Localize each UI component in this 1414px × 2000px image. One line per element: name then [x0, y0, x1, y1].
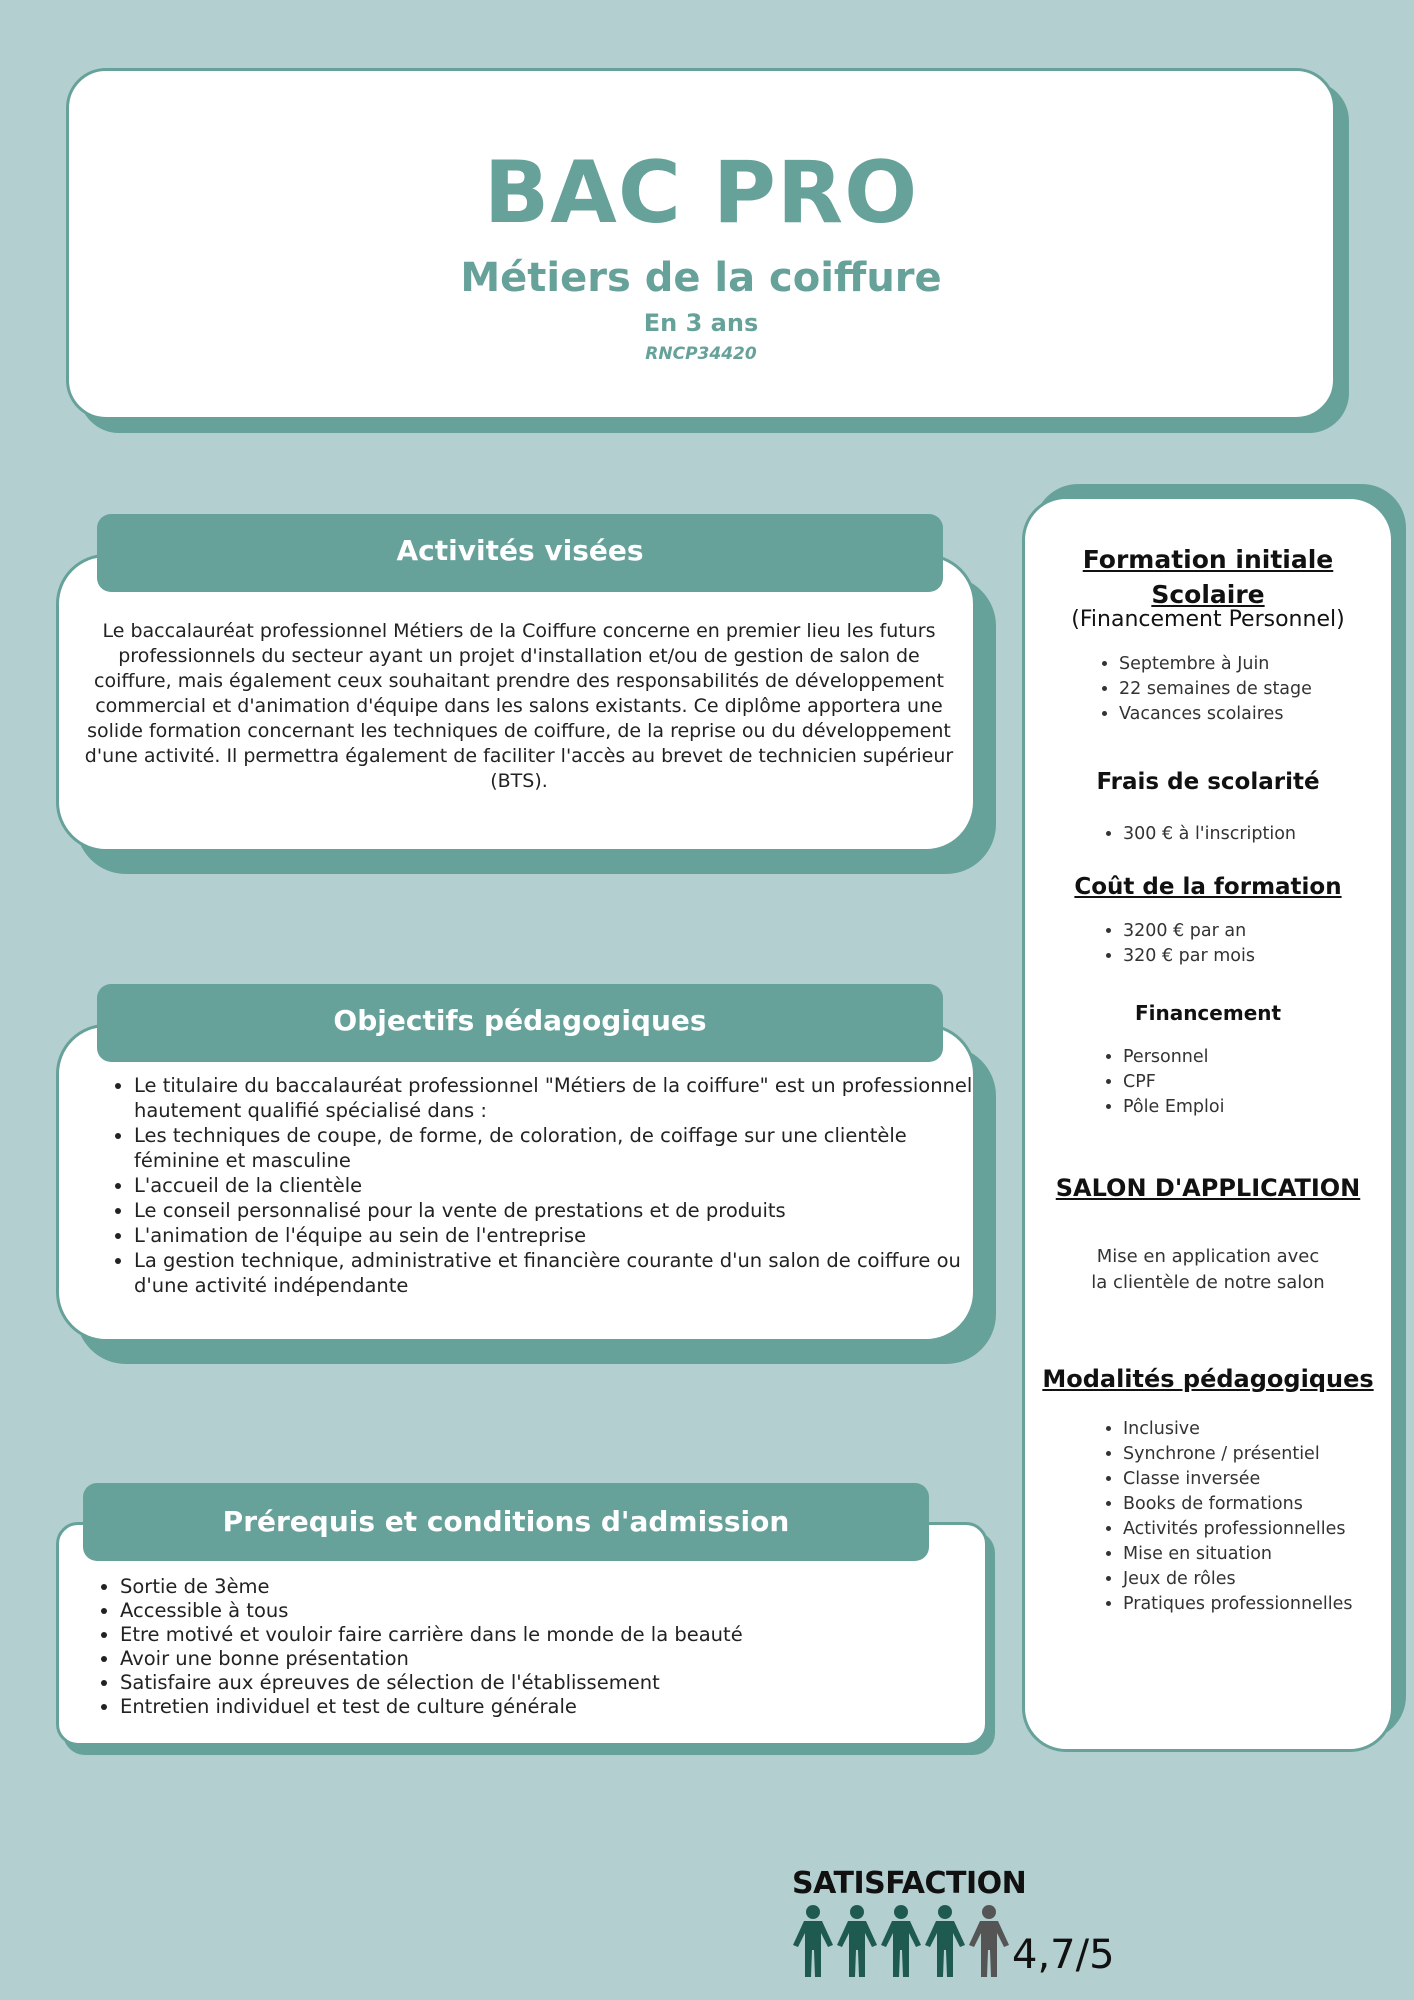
salon-line-2: la clientèle de notre salon: [1091, 1272, 1325, 1293]
list-item: • Satisfaire aux épreuves de sélection de l'établissement: [120, 1671, 1000, 1695]
prerequis-banner: [83, 1483, 929, 1561]
cout-list: [1099, 919, 1255, 969]
objectifs-list: [96, 1073, 984, 1298]
prerequis-title: Prérequis et conditions d'admission: [222, 1505, 790, 1538]
list-item: • Accessible à tous: [120, 1599, 1000, 1623]
list-item: • Books de formations: [1123, 1492, 1352, 1517]
list-item: • Septembre à Juin: [1119, 652, 1312, 677]
objectifs-banner: [97, 984, 943, 1062]
duration: En 3 ans: [643, 309, 759, 337]
list-item: • Jeux de rôles: [1123, 1567, 1352, 1592]
list-item: • 22 semaines de stage: [1119, 677, 1312, 702]
list-item: • L'accueil de la clientèle: [134, 1173, 984, 1198]
list-item: • Sortie de 3ème: [120, 1575, 1000, 1599]
list-item: • CPF: [1123, 1070, 1224, 1095]
list-item: • Vacances scolaires: [1119, 702, 1312, 727]
cout-title: Coût de la formation: [1074, 874, 1342, 900]
list-item: • L'animation de l'équipe au sein de l'entreprise: [134, 1223, 984, 1248]
formation-financement: (Financement Personnel): [1071, 607, 1345, 632]
activites-title: Activités visées: [396, 534, 644, 567]
objectifs-title: Objectifs pédagogiques: [333, 1004, 707, 1037]
salon-line-1: Mise en application avec: [1096, 1246, 1320, 1267]
list-item: • La gestion technique, administrative et financière courante d'un salon de coiffure ou d'une activité indépendante: [134, 1248, 984, 1298]
list-item: • Synchrone / présentiel: [1123, 1442, 1352, 1467]
modalites-title: Modalités pédagogiques: [1042, 1365, 1374, 1393]
rncp-code: RNCP34420: [645, 344, 757, 364]
financement-title: Financement: [1134, 1001, 1282, 1025]
formation-title-line-2: Scolaire: [1151, 580, 1265, 609]
activites-banner: [97, 514, 943, 592]
activites-text: Le baccalauréat professionnel Métiers de la Coiffure concerne en premier lieu les futurs professionnels du secteur ayant un projet d'installation et/ou de gestion de salon de coiffure, mais également ceux souhaitant prendre des responsabilités de développement commercial et d'animation d'équipe dans les salons existants. Ce diplôme apportera une solide formation concernant les techniques de coiffure, de la reprise ou du développement d'une activité. Il permettra également de faciliter l'accès au brevet de technicien supérieur (BTS).: [84, 620, 954, 792]
satisfaction-people-icons: [793, 1905, 1013, 1985]
title-card: [66, 68, 1336, 420]
list-item: • Activités professionnelles: [1123, 1517, 1352, 1542]
formation-title-line-1: Formation initiale: [1082, 545, 1334, 574]
list-item: • Mise en situation: [1123, 1542, 1352, 1567]
list-item: • Personnel: [1123, 1045, 1224, 1070]
frais-title: Frais de scolarité: [1096, 769, 1320, 795]
formation-list: [1095, 652, 1312, 727]
person-icon: [881, 1905, 921, 1977]
person-icon: [837, 1905, 877, 1977]
list-item: • Inclusive: [1123, 1417, 1352, 1442]
list-item: • Avoir une bonne présentation: [120, 1647, 1000, 1671]
salon-description: [1025, 1244, 1391, 1296]
list-item: • 300 € à l'inscription: [1123, 822, 1296, 847]
info-sidebar: [1022, 496, 1394, 1752]
list-item: • Classe inversée: [1123, 1467, 1352, 1492]
list-item: • Entretien individuel et test de culture générale: [120, 1695, 1000, 1719]
modalites-list: [1099, 1417, 1352, 1617]
satisfaction-score: 4,7/5: [1012, 1932, 1115, 1978]
satisfaction-label: SATISFACTION: [792, 1866, 1027, 1901]
list-item: • 320 € par mois: [1123, 944, 1255, 969]
list-item: • Le conseil personnalisé pour la vente de prestations et de produits: [134, 1198, 984, 1223]
list-item: • Pratiques professionnelles: [1123, 1592, 1352, 1617]
main-title: BAC PRO: [483, 143, 919, 243]
list-item: • Etre motivé et vouloir faire carrière dans le monde de la beauté: [120, 1623, 1000, 1647]
list-item: • Le titulaire du baccalauréat professionnel "Métiers de la coiffure" est un professionnel hautement qualifié spécialisé dans :: [134, 1073, 984, 1123]
subtitle: Métiers de la coiffure: [460, 255, 942, 301]
person-icon: [793, 1905, 833, 1977]
list-item: • 3200 € par an: [1123, 919, 1255, 944]
frais-list: [1099, 822, 1296, 847]
list-item: • Pôle Emploi: [1123, 1095, 1224, 1120]
financement-list: [1099, 1045, 1224, 1120]
person-icon: [925, 1905, 965, 1977]
list-item: • Les techniques de coupe, de forme, de coloration, de coiffage sur une clientèle féminine et masculine: [134, 1123, 984, 1173]
prerequis-list: [82, 1575, 1000, 1719]
person-icon: [969, 1905, 1009, 1977]
formation-title: [1025, 542, 1391, 612]
salon-title: SALON D'APPLICATION: [1055, 1174, 1361, 1202]
